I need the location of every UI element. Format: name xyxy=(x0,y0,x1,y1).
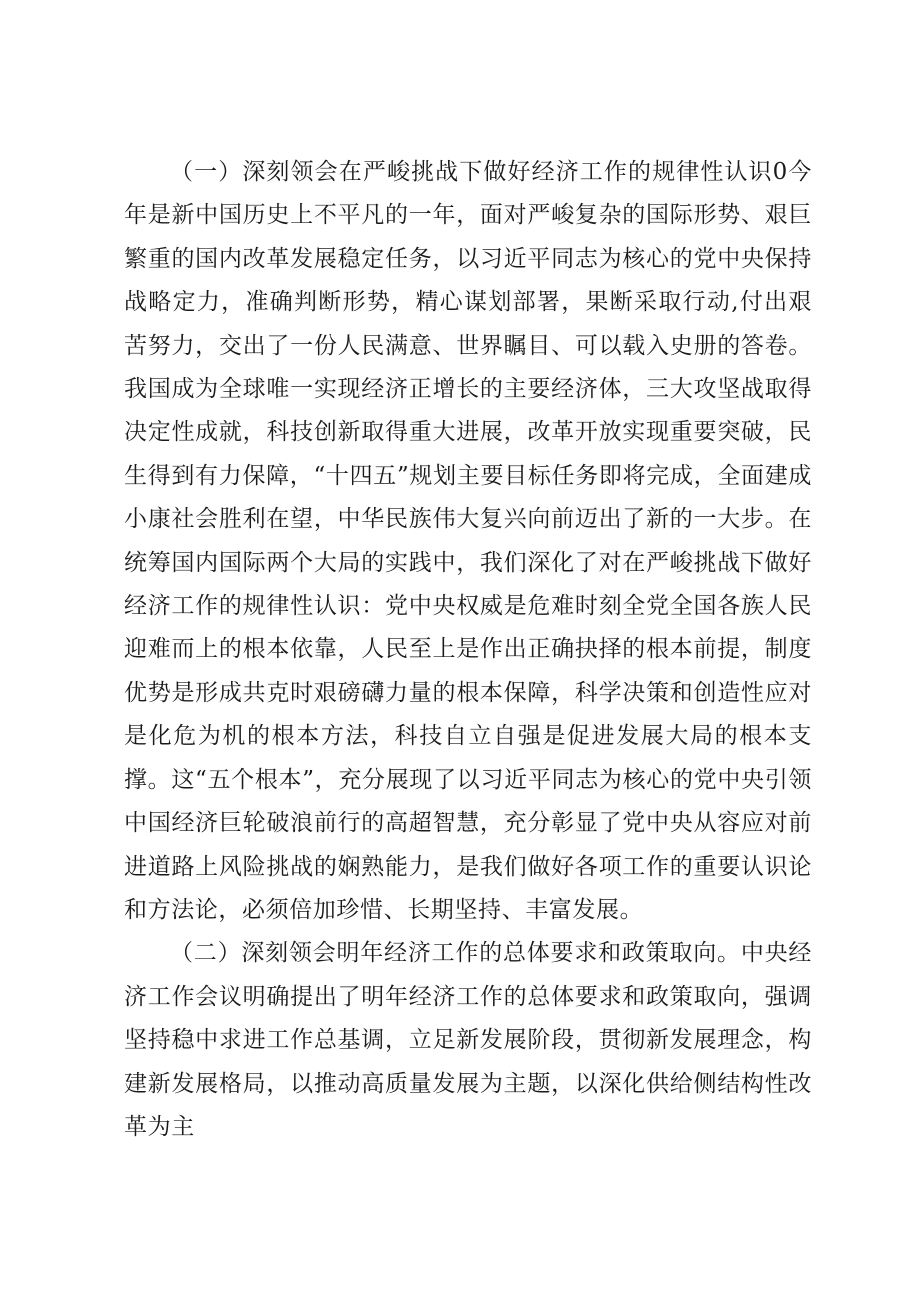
paragraph-overall-requirements: （二）深刻领会明年经济工作的总体要求和政策取向。中央经济工作会议明确提出了明年经济工作的总体要求和政策取向，强调坚持稳中求进工作总基调，立足新发展阶段，贯彻新发展理念，构建新发展格局，以推动高质量发展为主题，以深化供给侧结构性改革为主 xyxy=(124,940,812,1140)
document-body xyxy=(124,151,812,1149)
paragraph-regularity-understanding: （一）深刻领会在严峻挑战下做好经济工作的规律性认识0今年是新中国历史上不平凡的一年，面对严峻复杂的国际形势、艰巨繁重的国内改革发展稳定任务，以习近平同志为核心的党中央保持战略定力，准确判断形势，精心谋划部署，果断采取行动,付出艰苦努力，交出了一份人民满意、世界瞩目、可以载入史册的答卷。我国成为全球唯一实现经济正增长的主要经济体，三大攻坚战取得决定性成就，科技创新取得重大进展，改革开放实现重要突破，民生得到有力保障，“十四五”规划主要目标任务即将完成，全面建成小康社会胜利在望，中华民族伟大复兴向前迈出了新的一大步。在统筹国内国际两个大局的实践中，我们深化了对在严峻挑战下做好经济工作的规律性认识：党中央权威是危难时刻全党全国各族人民迎难而上的根本依靠，人民至上是作出正确抉择的根本前提，制度优势是形成共克时艰磅礴力量的根本保障，科学决策和创造性应对是化危为机的根本方法，科技自立自强是促进发展大局的根本支撑。这“五个根本”，充分展现了以习近平同志为核心的党中央引领中国经济巨轮破浪前行的高超智慧，充分彰显了党中央从容应对前进道路上风险挑战的娴熟能力，是我们做好各项工作的重要认识论和方法论，必须倍加珍惜、长期坚持、丰富发展。 xyxy=(124,159,812,923)
